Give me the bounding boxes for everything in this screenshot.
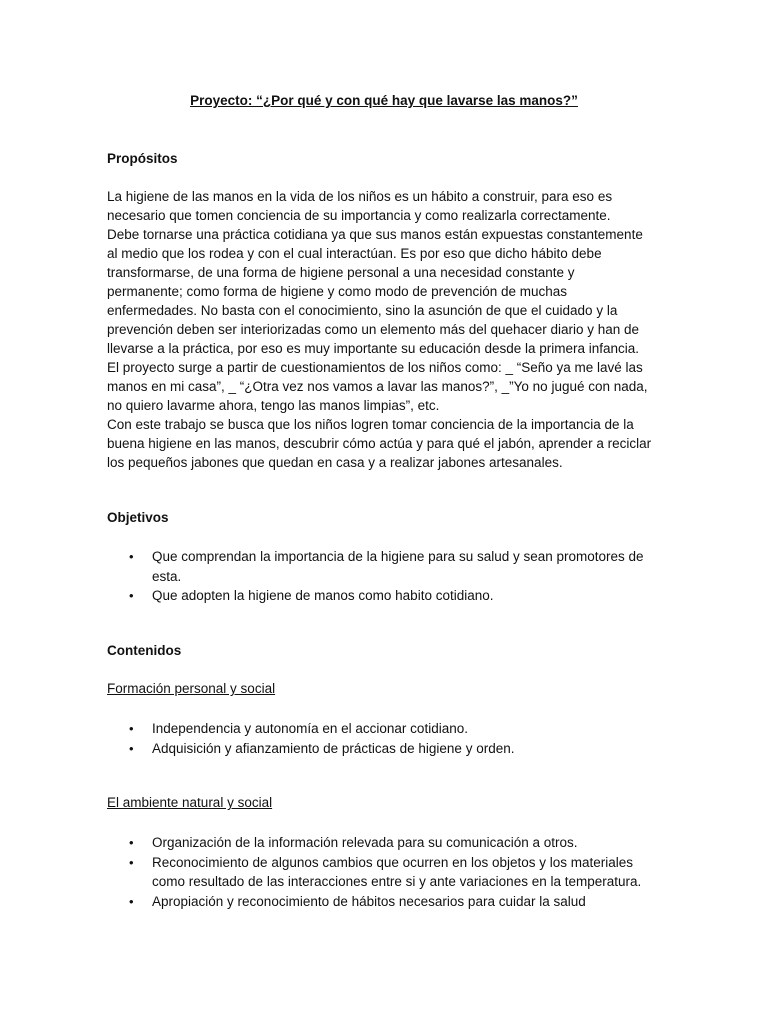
- paragraph-line: La higiene de las manos en la vida de los niños es un hábito a construir, para eso es: [107, 189, 613, 204]
- list-item: [107, 719, 667, 739]
- list-item: [107, 833, 667, 853]
- list-item: [107, 586, 667, 606]
- paragraph-line: al medio que los rodea y con el cual interactúan. Es por eso que dicho hábito debe: [107, 246, 602, 261]
- list-item: [107, 739, 667, 759]
- bullet-icon: •: [129, 588, 134, 603]
- paragraph-line: llevarse a la práctica, por eso es muy importante su educación desde la primera infancia.: [107, 341, 640, 356]
- document-title: Proyecto: “¿Por qué y con qué hay que lavarse las manos?”: [190, 93, 578, 108]
- ambiente-list: [107, 833, 667, 911]
- list-item: [107, 853, 667, 892]
- formacion-list: [107, 719, 667, 758]
- list-item-line: como resultado de las interacciones entre si y ante variaciones en la temperatura.: [152, 874, 642, 889]
- heading-propositos: Propósitos: [107, 151, 178, 166]
- propositos-paragraph: [107, 187, 667, 472]
- paragraph-line: necesario que tomen conciencia de su importancia y como realizarla correctamente.: [107, 208, 611, 223]
- paragraph-line: enfermedades. No basta con el conocimiento, sino la asunción de que el cuidado y la: [107, 303, 618, 318]
- paragraph-line: Con este trabajo se busca que los niños logren tomar conciencia de la importancia de la: [107, 417, 634, 432]
- list-item-line: Adquisición y afianzamiento de prácticas de higiene y orden.: [152, 740, 515, 756]
- list-item: [107, 892, 667, 912]
- objetivos-list: [107, 547, 667, 606]
- bullet-icon: •: [129, 721, 134, 736]
- bullet-icon: •: [129, 854, 134, 870]
- list-item-line: Que adopten la higiene de manos como habito cotidiano.: [152, 588, 494, 603]
- list-item: [107, 547, 667, 586]
- paragraph-line: transformarse, de una forma de higiene personal a una necesidad constante y: [107, 265, 575, 280]
- paragraph-line: buena higiene en las manos, descubrir cómo actúa y para qué el jabón, aprender a reciclar: [107, 436, 652, 451]
- paragraph-line: permanente; como forma de higiene y como modo de prevención de muchas: [107, 284, 568, 299]
- subheading-ambiente: El ambiente natural y social: [107, 795, 273, 810]
- paragraph-line: El proyecto surge a partir de cuestionamientos de los niños como: _ “Seño ya me lavé las: [107, 360, 643, 375]
- list-item-line: Apropiación y reconocimiento de hábitos necesarios para cuidar la salud: [152, 893, 586, 909]
- list-item-line: Que comprendan la importancia de la higiene para su salud y sean promotores de: [152, 549, 644, 564]
- bullet-icon: •: [129, 893, 134, 909]
- list-item-line: esta.: [152, 568, 182, 584]
- list-item-line: Organización de la información relevada para su comunicación a otros.: [152, 835, 578, 850]
- bullet-icon: •: [129, 740, 134, 756]
- heading-contenidos: Contenidos: [107, 643, 182, 658]
- list-item-line: Reconocimiento de algunos cambios que ocurren en los objetos y los materiales: [152, 854, 634, 870]
- bullet-icon: •: [129, 835, 134, 850]
- paragraph-line: no quiero lavarme ahora, tengo las manos limpias”, etc.: [107, 398, 440, 413]
- paragraph-line: Debe tornarse una práctica cotidiana ya que sus manos están expuestas constantemente: [107, 227, 643, 242]
- paragraph-line: manos en mi casa”, _ “¿Otra vez nos vamos a lavar las manos?”, _”Yo no jugué con nada,: [107, 379, 648, 394]
- subheading-formacion: Formación personal y social: [107, 681, 276, 696]
- list-item-line: Independencia y autonomía en el accionar cotidiano.: [152, 721, 468, 736]
- paragraph-line: prevención deben ser interiorizadas como un elemento más del quehacer diario y han de: [107, 322, 640, 337]
- paragraph-line: los pequeños jabones que quedan en casa y a realizar jabones artesanales.: [107, 455, 563, 470]
- heading-objetivos: Objetivos: [107, 510, 169, 525]
- bullet-icon: •: [129, 549, 134, 564]
